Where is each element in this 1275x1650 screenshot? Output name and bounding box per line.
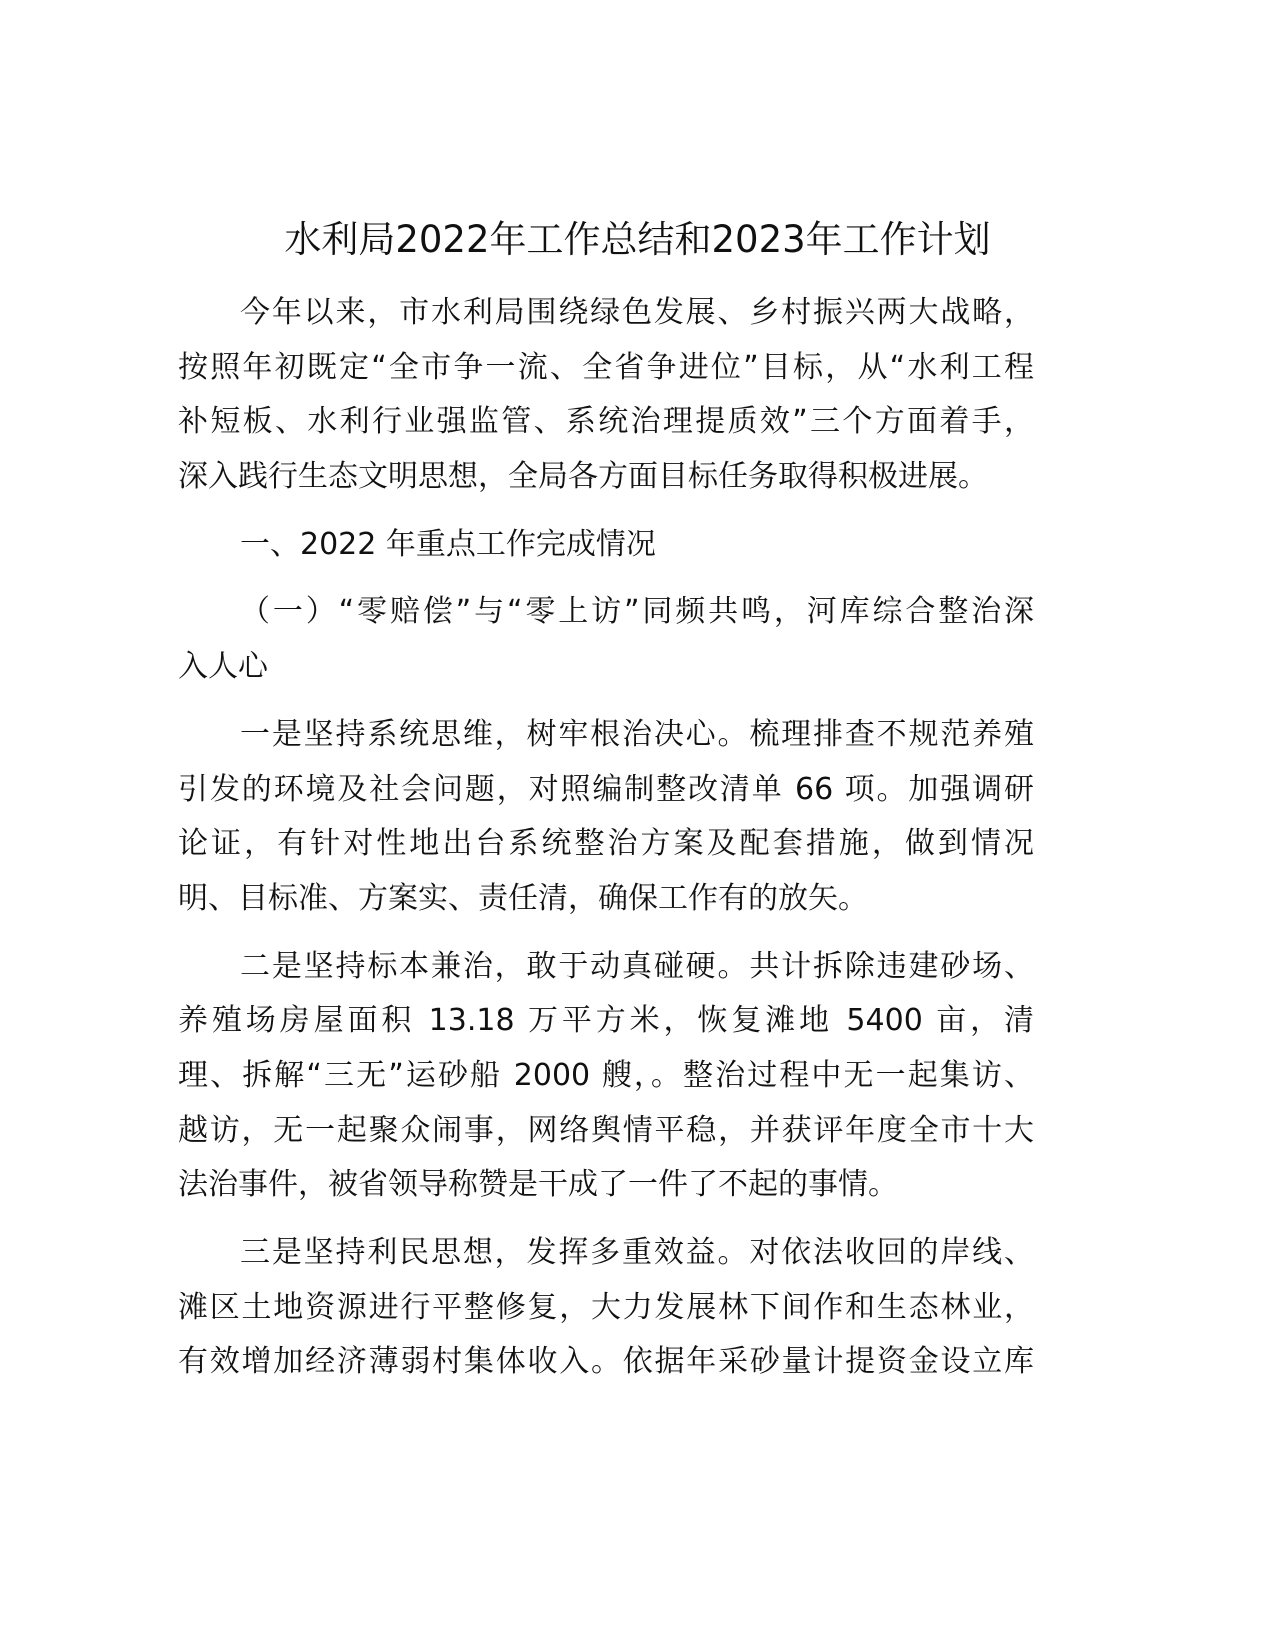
text-line: 引发的环境及社会问题，对照编制整改清单 66 项。加强调研 [178,771,1034,807]
text-line: 法治事件，被省领导称赞是干成了一件了不起的事情。 [178,1167,898,1203]
text-line: 今年以来，市水利局围绕绿色发展、乡村振兴两大战略， [240,295,1034,330]
text-line: 理、拆解“三无”运砂船 2000 艘，。整治过程中无一起集访、 [178,1057,1034,1093]
text-line: 越访，无一起聚众闹事，网络舆情平稳，并获评年度全市十大 [178,1112,1034,1148]
document-title: 水利局2022年工作总结和2023年工作计划 [284,218,991,261]
text-line: 一是坚持系统思维，树牢根治决心。梳理排查不规范养殖 [240,716,1034,752]
text-line: 按照年初既定“全市争一流、全省争进位”目标，从“水利工程 [178,349,1034,385]
text-line: 补短板、水利行业强监管、系统治理提质效”三个方面着手， [178,404,1034,440]
paragraph [178,940,1034,1213]
text-line: 有效增加经济薄弱村集体收入。依据年采砂量计提资金设立库 [178,1344,1034,1380]
text-line: 深入践行生态文明思想，全局各方面目标任务取得积极进展。 [178,459,988,495]
paragraph [178,708,1034,927]
text-line: 明、目标准、方案实、责任清，确保工作有的放矢。 [178,880,868,916]
section-heading [178,518,1034,573]
subsection-heading [178,585,1034,694]
text-line: 养殖场房屋面积 13.18 万平方米，恢复滩地 5400 亩，清 [178,1003,1034,1039]
text-line: 一、2022 年重点工作完成情况 [240,526,656,562]
text-line: 三是坚持利民思想，发挥多重效益。对依法收回的岸线、 [240,1235,1034,1270]
text-line: 滩区土地资源进行平整修复，大力发展林下间作和生态林业， [178,1289,1034,1325]
document-body [178,286,1034,1403]
paragraph [178,286,1034,505]
text-line: （一）“零赔偿”与“零上访”同频共鸣，河库综合整治深 [240,594,1034,630]
text-line: 入人心 [178,649,268,685]
paragraph [178,1226,1034,1390]
text-line: 论证，有针对性地出台系统整治方案及配套措施，做到情况 [178,826,1034,862]
text-line: 二是坚持标本兼治，敢于动真碰硬。共计拆除违建砂场、 [240,948,1034,984]
